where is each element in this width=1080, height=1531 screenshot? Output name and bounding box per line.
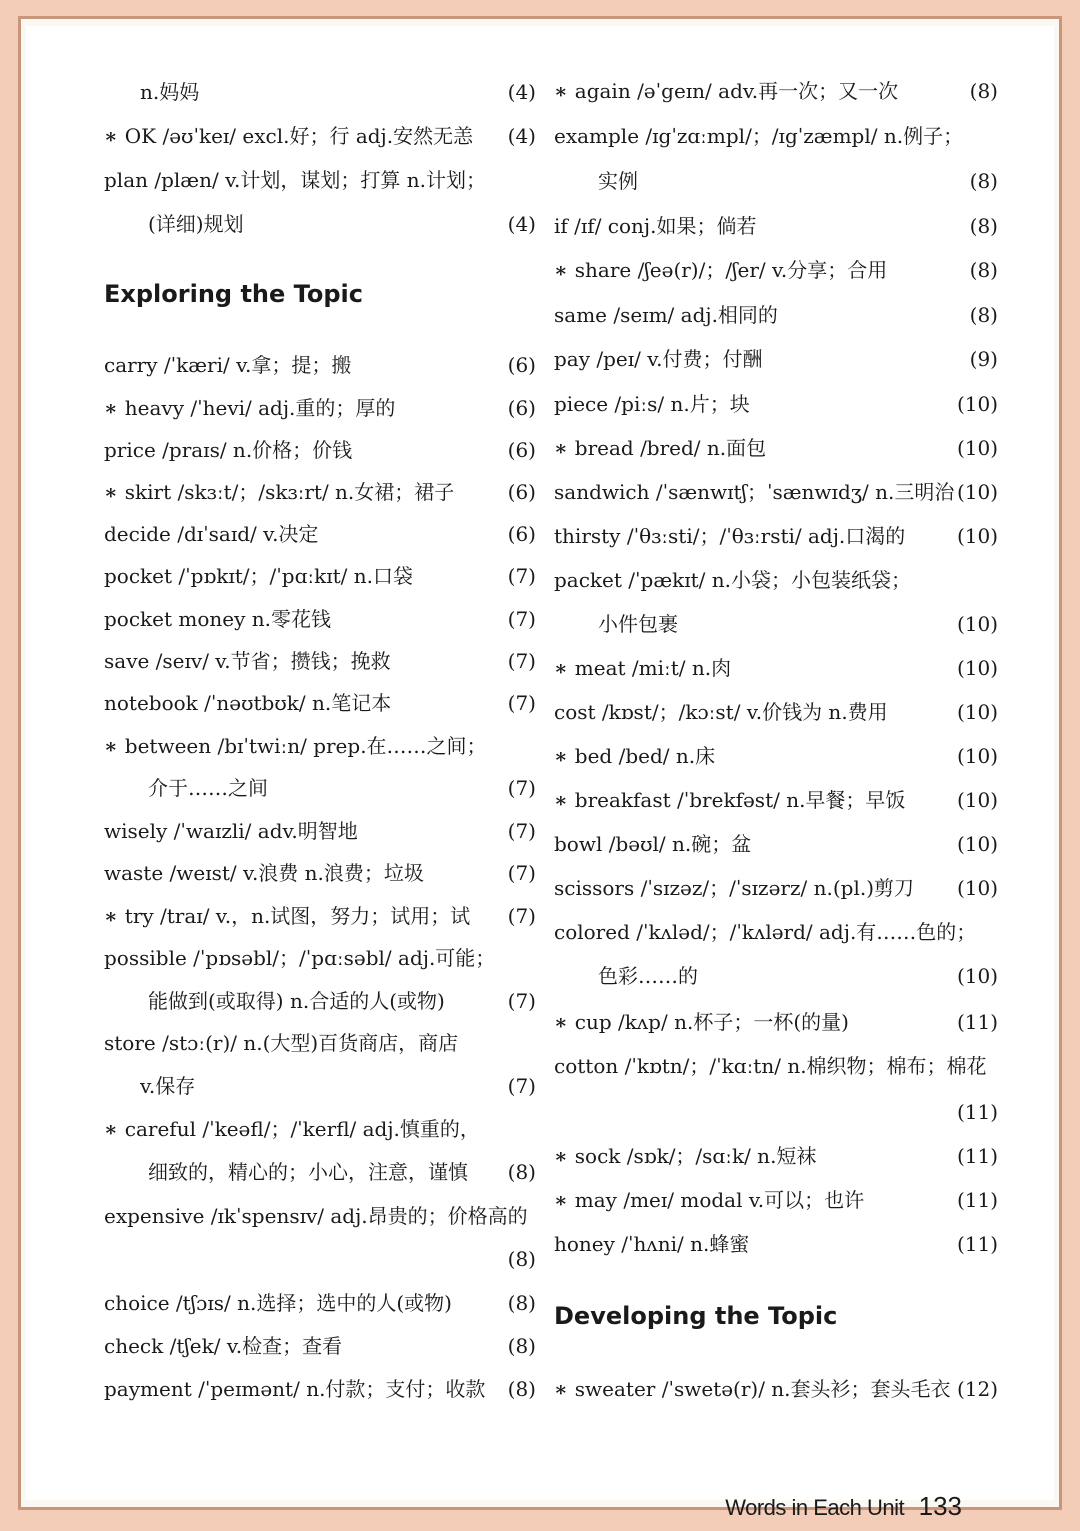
vocab-entry (104, 768, 536, 808)
vocab-entry (554, 1002, 998, 1042)
unit-number: (6) (507, 522, 536, 546)
vocab-entry (554, 1224, 998, 1264)
unit-number: (8) (969, 79, 998, 103)
unit-number: (8) (507, 1160, 536, 1184)
vocab-entry (554, 560, 998, 600)
entry-text: ∗ breakfast /ˈbrekfəst/ n.早餐；早饭 (554, 780, 905, 820)
entry-text: notebook /ˈnəʊtbʊk/ n.笔记本 (104, 691, 392, 715)
vocab-entry (104, 811, 536, 851)
unit-number: (8) (507, 1334, 536, 1358)
entry-text: ∗ bed /bed/ n.床 (554, 736, 715, 776)
unit-number: (8) (969, 258, 998, 282)
vocab-entry (554, 472, 998, 512)
vocab-entry (554, 780, 998, 820)
vocab-entry (104, 1109, 536, 1149)
entry-text: ∗ meat /miːt/ n.肉 (554, 648, 731, 688)
unit-number: (11) (956, 1232, 998, 1256)
vocab-entry (104, 1283, 536, 1323)
vocab-entry (554, 824, 998, 864)
vocab-entry (104, 1239, 536, 1279)
entry-text: v.保存 (140, 1074, 196, 1098)
vocab-entry (104, 1326, 536, 1366)
unit-number: (7) (507, 691, 536, 715)
unit-number: (10) (956, 700, 998, 724)
vocab-entry (554, 295, 998, 335)
entry-text: 色彩……的 (598, 964, 698, 988)
unit-number: (8) (507, 1291, 536, 1315)
vocab-entry (104, 938, 536, 978)
vocab-entry (554, 868, 998, 908)
vocab-entry (554, 339, 998, 379)
unit-number: (10) (956, 392, 998, 416)
vocab-entry (554, 161, 998, 201)
vocab-entry (104, 116, 536, 156)
vocab-entry (554, 692, 998, 732)
entry-text: ∗ cup /kʌp/ n.杯子；一杯(的量) (554, 1002, 849, 1042)
unit-number: (10) (956, 876, 998, 900)
unit-number: (10) (956, 656, 998, 680)
entry-text: same /seɪm/ adj.相同的 (554, 303, 778, 327)
vocab-entry (104, 1196, 536, 1236)
vocab-entry (104, 1066, 536, 1106)
entry-text: cotton /ˈkɒtn/；/ˈkɑːtn/ n.棉织物；棉布；棉花 (554, 1054, 987, 1078)
entry-text: ∗ OK /əʊˈkeɪ/ excl.好；行 adj.安然无恙 (104, 116, 473, 156)
entry-text: colored /ˈkʌləd/；/ˈkʌlərd/ adj.有……色的； (554, 920, 977, 944)
entry-text: pay /peɪ/ v.付费；付酬 (554, 347, 763, 371)
vocab-entry (104, 683, 536, 723)
entry-text: 介于……之间 (148, 776, 268, 800)
entry-text: thirsty /ˈθɜːsti/；/ˈθɜːrsti/ adj.口渴的 (554, 524, 906, 548)
vocab-entry (104, 204, 536, 244)
vocab-entry (104, 514, 536, 554)
vocab-entry (554, 1180, 998, 1220)
unit-number: (7) (507, 904, 536, 928)
entry-text: carry /ˈkæri/ v.拿；提；搬 (104, 353, 352, 377)
page-footer (725, 1486, 962, 1526)
vocab-entry (104, 641, 536, 681)
vocab-entry (554, 206, 998, 246)
vocab-entry (554, 912, 998, 952)
vocab-entry (554, 736, 998, 776)
entry-text: ∗ heavy /ˈhevi/ adj.重的；厚的 (104, 388, 395, 428)
vocab-entry (554, 604, 998, 644)
entry-text: plan /plæn/ v.计划，谋划；打算 n.计划； (104, 168, 486, 192)
unit-number: (8) (969, 303, 998, 327)
entry-text: ∗ sock /sɒk/；/sɑːk/ n.短袜 (554, 1136, 816, 1176)
vocab-entry (104, 160, 536, 200)
unit-number: (10) (956, 524, 998, 548)
unit-number: (10) (956, 436, 998, 460)
vocab-entry (104, 896, 536, 936)
vocab-entry (554, 1136, 998, 1176)
unit-number: (10) (956, 744, 998, 768)
entry-text: 小件包裹 (598, 612, 678, 636)
vocab-entry (104, 472, 536, 512)
entry-text: pocket money n.零花钱 (104, 607, 332, 631)
page-number: 133 (918, 1491, 962, 1521)
entry-text: price /praɪs/ n.价格；价钱 (104, 438, 353, 462)
vocab-entry (104, 1023, 536, 1063)
entry-text: ∗ again /əˈgeɪn/ adv.再一次；又一次 (554, 71, 898, 111)
entry-text: ∗ try /traɪ/ v.，n.试图，努力；试用；试 (104, 896, 470, 936)
vocab-entry (104, 345, 536, 385)
unit-number: (9) (969, 347, 998, 371)
unit-number: (10) (956, 964, 998, 988)
vocab-entry (554, 384, 998, 424)
vocab-entry (554, 648, 998, 688)
entry-text: check /tʃek/ v.检查；查看 (104, 1334, 343, 1358)
unit-number: (11) (956, 1144, 998, 1168)
page (26, 26, 1054, 1521)
unit-number: (8) (969, 214, 998, 238)
section-heading: Developing the Topic (554, 1302, 838, 1330)
entry-text: save /seɪv/ v.节省；攒钱；挽救 (104, 649, 391, 673)
entry-text: pocket /ˈpɒkɪt/；/ˈpɑːkɪt/ n.口袋 (104, 564, 413, 588)
unit-number: (11) (956, 1100, 998, 1124)
entry-text: 细致的，精心的；小心，注意，谨慎 (148, 1160, 468, 1184)
unit-number: (10) (956, 480, 998, 504)
entry-text: payment /ˈpeɪmənt/ n.付款；支付；收款 (104, 1377, 486, 1401)
entry-text: waste /weɪst/ v.浪费 n.浪费；垃圾 (104, 861, 424, 885)
footer-label: Words in Each Unit (725, 1495, 905, 1520)
vocab-entry (104, 556, 536, 596)
entry-text: 能做到(或取得) n.合适的人(或物) (148, 989, 445, 1013)
unit-number: (4) (507, 124, 536, 148)
vocab-entry (104, 1152, 536, 1192)
unit-number: (6) (507, 480, 536, 504)
entry-text: ∗ may /meɪ/ modal v.可以；也许 (554, 1180, 864, 1220)
unit-number: (7) (507, 861, 536, 885)
unit-number: (10) (956, 612, 998, 636)
entry-text: ∗ share /ʃeə(r)/；/ʃer/ v.分享；合用 (554, 250, 887, 290)
vocab-entry (554, 1369, 998, 1409)
entry-text: ∗ careful /ˈkeəfl/；/ˈkerfl/ adj.慎重的， (104, 1109, 480, 1149)
unit-number: (10) (956, 832, 998, 856)
vocab-entry (554, 516, 998, 556)
entry-text: cost /kɒst/；/kɔːst/ v.价钱为 n.费用 (554, 700, 888, 724)
unit-number: (7) (507, 989, 536, 1013)
entry-text: decide /dɪˈsaɪd/ v.决定 (104, 522, 319, 546)
entry-text: 实例 (598, 169, 638, 193)
entry-text: n.妈妈 (140, 80, 200, 104)
unit-number: (7) (507, 564, 536, 588)
entry-text: store /stɔː(r)/ n.(大型)百货商店，商店 (104, 1031, 459, 1055)
vocab-entry (554, 428, 998, 468)
entry-text: wisely /ˈwaɪzli/ adv.明智地 (104, 819, 358, 843)
entry-text: sandwich /ˈsænwɪtʃ；ˈsænwɪdʒ/ n.三明治 (554, 480, 955, 504)
vocab-entry (104, 981, 536, 1021)
unit-number: (4) (507, 212, 536, 236)
unit-number: (4) (507, 80, 536, 104)
entry-text: possible /ˈpɒsəbl/；/ˈpɑːsəbl/ adj.可能； (104, 946, 496, 970)
unit-number: (12) (956, 1377, 998, 1401)
entry-text: example /ɪgˈzɑːmpl/；/ɪgˈzæmpl/ n.例子； (554, 124, 964, 148)
vocab-entry (554, 116, 998, 156)
unit-number: (8) (507, 1377, 536, 1401)
entry-text: expensive /ɪkˈspensɪv/ adj.昂贵的；价格高的 (104, 1204, 528, 1228)
unit-number: (6) (507, 353, 536, 377)
entry-text: scissors /ˈsɪzəz/；/ˈsɪzərz/ n.(pl.)剪刀 (554, 876, 915, 900)
vocab-entry (554, 1046, 998, 1086)
entry-text: ∗ bread /bred/ n.面包 (554, 428, 766, 468)
entry-text: packet /ˈpækɪt/ n.小袋；小包装纸袋； (554, 568, 912, 592)
unit-number: (6) (507, 438, 536, 462)
unit-number: (8) (507, 1247, 536, 1271)
unit-number: (8) (969, 169, 998, 193)
unit-number: (10) (956, 788, 998, 812)
vocab-entry (104, 1369, 536, 1409)
vocab-entry (554, 1092, 998, 1132)
vocab-entry (104, 853, 536, 893)
section-heading: Exploring the Topic (104, 280, 363, 308)
vocab-entry (104, 599, 536, 639)
entry-text: piece /piːs/ n.片；块 (554, 392, 750, 416)
unit-number: (7) (507, 607, 536, 631)
entry-text: honey /ˈhʌni/ n.蜂蜜 (554, 1232, 750, 1256)
unit-number: (11) (956, 1010, 998, 1034)
unit-number: (11) (956, 1188, 998, 1212)
vocab-entry (554, 71, 998, 111)
entry-text: ∗ between /bɪˈtwiːn/ prep.在……之间； (104, 726, 487, 766)
entry-text: bowl /bəʊl/ n.碗；盆 (554, 832, 752, 856)
entry-text: (详细)规划 (148, 212, 244, 236)
vocab-entry (554, 956, 998, 996)
vocab-entry (104, 430, 536, 470)
entry-text: choice /tʃɔɪs/ n.选择；选中的人(或物) (104, 1291, 452, 1315)
unit-number: (6) (507, 396, 536, 420)
unit-number: (7) (507, 819, 536, 843)
unit-number: (7) (507, 649, 536, 673)
vocab-entry (554, 250, 998, 290)
vocab-entry (104, 388, 536, 428)
vocab-entry (104, 726, 536, 766)
entry-text: ∗ skirt /skɜːt/；/skɜːrt/ n.女裙；裙子 (104, 472, 454, 512)
unit-number: (7) (507, 1074, 536, 1098)
entry-text: if /ɪf/ conj.如果；倘若 (554, 214, 757, 238)
vocab-entry (104, 72, 536, 112)
unit-number: (7) (507, 776, 536, 800)
entry-text: ∗ sweater /ˈswetə(r)/ n.套头衫；套头毛衣 (554, 1369, 951, 1409)
